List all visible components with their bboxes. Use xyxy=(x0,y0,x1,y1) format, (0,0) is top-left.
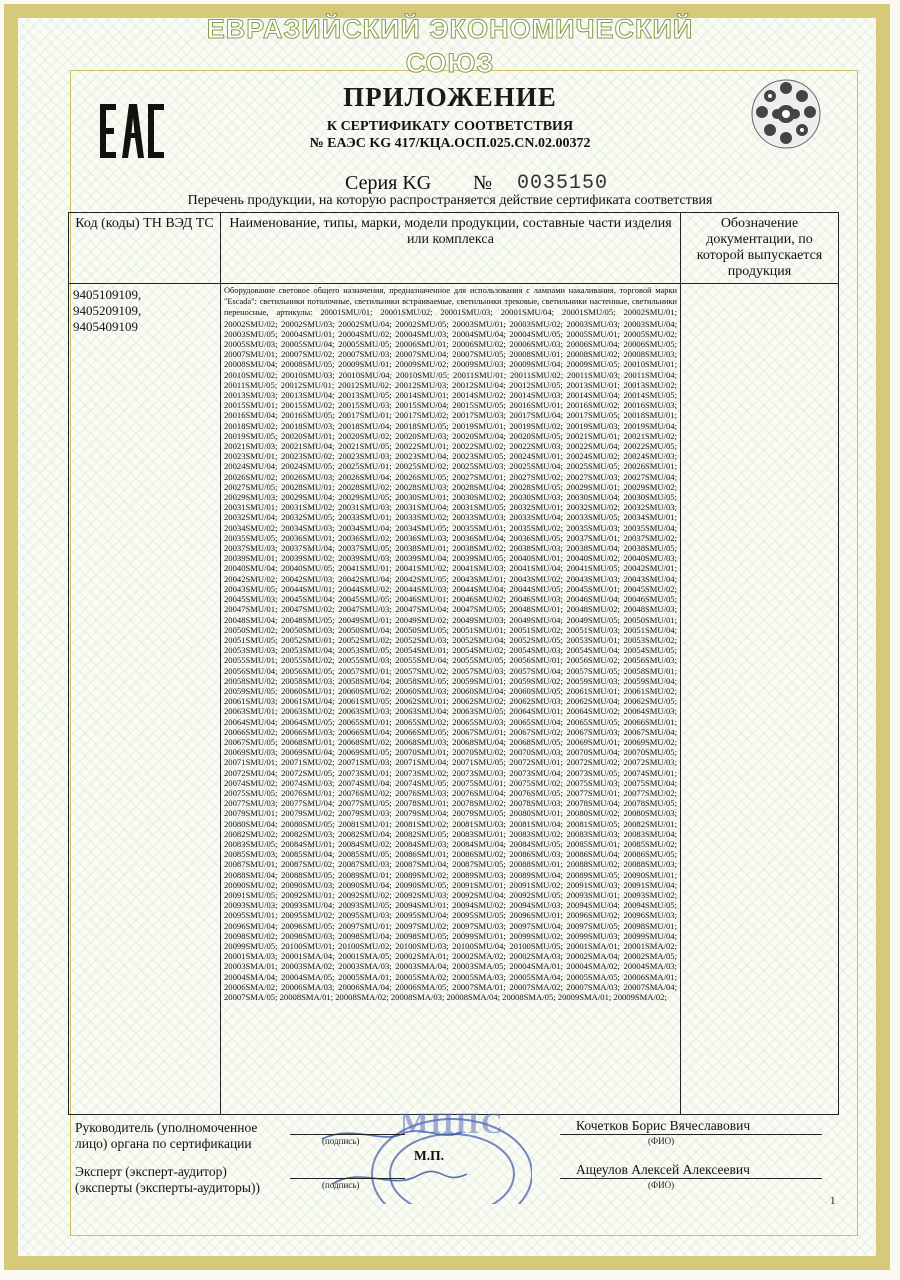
head-name-line xyxy=(560,1134,822,1135)
tn-ved-code: 9405109109, xyxy=(73,287,142,302)
expert-signature-hint: (подпись) xyxy=(322,1180,360,1190)
tn-ved-code: 9405209109, xyxy=(73,303,142,318)
series-label: Серия KG xyxy=(345,172,432,194)
expert-name-line xyxy=(560,1178,822,1179)
table-row xyxy=(69,284,839,1115)
seal-place: М.П. xyxy=(414,1148,444,1163)
product-cell xyxy=(221,284,681,1115)
product-articles: 20001SMU/04; 20001SMU/05; 20002SMU/01; 20002SMU/02; 20002SMU/03; 20002SMU/04; 20002SMU/05; 20003SMU/01; 20003SMU/02; 20003SMU/03; 20003SMU/04; 20003SMU/05; 20004SMU/01; 20004SMU/02; 20004SMU/03; 20004SMU/04; 20004SMU/05; 20005SMU/01; 20005SMU/02; 20005SMU/03; 20005SMU/04; 20005SMU/05; 20006SMU/01; 20006SMU/02; 20006SMU/03; 20006SMU/04; 20006SMU/05; 20007SMU/01; 20007SMU/02; 20007SMU/03; 20007SMU/04; 20007SMU/05; 20008SMU/01; 20008SMU/02; 20008SMU/03; 20008SMU/04; 20008SMU/05; 20009SMU/01; 20009SMU/02; 20009SMU/03; 20009SMU/04; 20009SMU/05; 20010SMU/01; 20010SMU/02; 20010SMU/03; 20010SMU/04; 20010SMU/05; 20011SMU/01; 20011SMU/02; 20011SMU/03; 20011SMU/04; 20011SMU/05; 20012SMU/01; 20012SMU/02; 20012SMU/03; 20012SMU/04; 20012SMU/05; 20013SMU/01; 20013SMU/02; 20013SMU/03; 20013SMU/04; 20013SMU/05; 20014SMU/01; 20014SMU/02; 20014SMU/03; 20014SMU/04; 20014SMU/05; 20015SMU/01; 20015SMU/02; 20015SMU/03; 20015SMU/04; 20015SMU/05; 20016SMU/01; 20016SMU/02; 20016SMU/03; 20016SMU/04; 20016SMU/05; 20017SMU/01; 20017SMU/02; 20017SMU/03; 20017SMU/04; 20017SMU/05; 20018SMU/01; 20018SMU/02; 20018SMU/03; 20018SMU/04; 20018SMU/05; 20019SMU/01; 20019SMU/02; 20019SMU/03; 20019SMU/04; 20019SMU/05; 20020SMU/01; 20020SMU/02; 20020SMU/03; 20020SMU/04; 20020SMU/05; 20021SMU/01; 20021SMU/02; 20021SMU/03; 20021SMU/04; 20021SMU/05; 20022SMU/01; 20022SMU/02; 20022SMU/03; 20022SMU/04; 20022SMU/05; 20023SMU/01; 20023SMU/02; 20023SMU/03; 20023SMU/04; 20023SMU/05; 20024SMU/01; 20024SMU/02; 20024SMU/03; 20024SMU/04; 20024SMU/05; 20025SMU/01; 20025SMU/02; 20025SMU/03; 20025SMU/04; 20025SMU/05; 20026SMU/01; 20026SMU/02; 20026SMU/03; 20026SMU/04; 20026SMU/05; 20027SMU/01; 20027SMU/02; 20027SMU/03; 20027SMU/04; 20027SMU/05; 20028SMU/01; 20028SMU/02; 20028SMU/03; 20028SMU/04; 20028SMU/05; 20029SMU/01; 20029SMU/02; 20029SMU/03; 20029SMU/04; 20029SMU/05; 20030SMU/01; 20030SMU/02; 20030SMU/03; 20030SMU/04; 20030SMU/05; 20031SMU/01; 20031SMU/02; 20031SMU/03; 20031SMU/04; 20031SMU/05; 20032SMU/01; 20032SMU/02; 20032SMU/03; 20032SMU/04; 20032SMU/05; 20033SMU/01; 20033SMU/02; 20033SMU/03; 20033SMU/04; 20033SMU/05; 20034SMU/01; 20034SMU/02; 20034SMU/03; 20034SMU/04; 20034SMU/05; 20035SMU/01; 20035SMU/02; 20035SMU/03; 20035SMU/04; 20035SMU/05; 20036SMU/01; 20036SMU/02; 20036SMU/03; 20036SMU/04; 20036SMU/05; 20037SMU/01; 20037SMU/02; 20037SMU/03; 20037SMU/04; 20037SMU/05; 20038SMU/01; 20038SMU/02; 20038SMU/03; 20038SMU/04; 20038SMU/05; 20039SMU/01; 20039SMU/02; 20039SMU/03; 20039SMU/04; 20039SMU/05; 20040SMU/01; 20040SMU/02; 20040SMU/03; 20040SMU/04; 20040SMU/05; 20041SMU/01; 20041SMU/02; 20041SMU/03; 20041SMU/04; 20041SMU/05; 20042SMU/01; 20042SMU/02; 20042SMU/03; 20042SMU/04; 20042SMU/05; 20043SMU/01; 20043SMU/02; 20043SMU/03; 20043SMU/04; 20043SMU/05; 20044SMU/01; 20044SMU/02; 20044SMU/03; 20044SMU/04; 20044SMU/05; 20045SMU/01; 20045SMU/02; 20045SMU/03; 20045SMU/04; 20045SMU/05; 20046SMU/01; 20046SMU/02; 20046SMU/03; 20046SMU/04; 20046SMU/05; 20047SMU/01; 20047SMU/02; 20047SMU/03; 20047SMU/04; 20047SMU/05; 20048SMU/01; 20048SMU/02; 20048SMU/03; 20048SMU/04; 20048SMU/05; 20049SMU/01; 20049SMU/02; 20049SMU/03; 20049SMU/04; 20049SMU/05; 20050SMU/01; 20050SMU/02; 20050SMU/03; 20050SMU/04; 20050SMU/05; 20051SMU/01; 20051SMU/02; 20051SMU/03; 20051SMU/04; 20051SMU/05; 20052SMU/01; 20052SMU/02; 20052SMU/03; 20052SMU/04; 20052SMU/05; 20053SMU/01; 20053SMU/02; 20053SMU/03; 20053SMU/04; 20053SMU/05; 20054SMU/01; 20054SMU/02; 20054SMU/03; 20054SMU/04; 20054SMU/05; 20055SMU/01; 20055SMU/02; 20055SMU/03; 20055SMU/04; 20055SMU/05; 20056SMU/01; 20056SMU/02; 20056SMU/03; 20056SMU/04; 20056SMU/05; 20057SMU/01; 20057SMU/02; 20057SMU/03; 20057SMU/04; 20057SMU/05; 20058SMU/01; 20058SMU/02; 20058SMU/03; 20058SMU/04; 20058SMU/05; 20059SMU/01; 20059SMU/02; 20059SMU/03; 20059SMU/04; 20059SMU/05; 20060SMU/01; 20060SMU/02; 20060SMU/03; 20060SMU/04; 20060SMU/05; 20061SMU/01; 20061SMU/02; 20061SMU/03; 20061SMU/04; 20061SMU/05; 20062SMU/01; 20062SMU/02; 20062SMU/03; 20062SMU/04; 20062SMU/05; 20063SMU/01; 20063SMU/02; 20063SMU/03; 20063SMU/04; 20063SMU/05; 20064SMU/01; 20064SMU/02; 20064SMU/03; 20064SMU/04; 20064SMU/05; 20065SMU/01; 20065SMU/02; 20065SMU/03; 20065SMU/04; 20065SMU/05; 20066SMU/01; 20066SMU/02; 20066SMU/03; 20066SMU/04; 20066SMU/05; 20067SMU/01; 20067SMU/02; 20067SMU/03; 20067SMU/04; 20067SMU/05; 20068SMU/01; 20068SMU/02; 20068SMU/03; 20068SMU/04; 20068SMU/05; 20069SMU/01; 20069SMU/02; 20069SMU/03; 20069SMU/04; 20069SMU/05; 20070SMU/01; 20070SMU/02; 20070SMU/03; 20070SMU/04; 20070SMU/05; 20071SMU/01; 20071SMU/02; 20071SMU/03; 20071SMU/04; 20071SMU/05; 20072SMU/01; 20072SMU/02; 20072SMU/03; 20072SMU/04; 20072SMU/05; 20073SMU/01; 20073SMU/02; 20073SMU/03; 20073SMU/04; 20073SMU/05; 20074SMU/01; 20074SMU/02; 20074SMU/03; 20074SMU/04; 20074SMU/05; 20075SMU/01; 20075SMU/02; 20075SMU/03; 20075SMU/04; 20075SMU/05; 20076SMU/01; 20076SMU/02; 20076SMU/03; 20076SMU/04; 20076SMU/05; 20077SMU/01; 20077SMU/02; 20077SMU/03; 20077SMU/04; 20077SMU/05; 20078SMU/01; 20078SMU/02; 20078SMU/03; 20078SMU/04; 20078SMU/05; 20079SMU/01; 20079SMU/02; 20079SMU/03; 20079SMU/04; 20079SMU/05; 20080SMU/01; 20080SMU/02; 20080SMU/03; 20080SMU/04; 20080SMU/05; 20081SMU/01; 20081SMU/02; 20081SMU/03; 20081SMU/04; 20081SMU/05; 20082SMU/01; 20082SMU/02; 20082SMU/03; 20082SMU/04; 20082SMU/05; 20083SMU/01; 20083SMU/02; 20083SMU/03; 20083SMU/04; 20083SMU/05; 20084SMU/01; 20084SMU/02; 20084SMU/03; 20084SMU/04; 20084SMU/05; 20085SMU/01; 20085SMU/02; 20085SMU/03; 20085SMU/04; 20085SMU/05; 20086SMU/01; 20086SMU/02; 20086SMU/03; 20086SMU/04; 20086SMU/05; 20087SMU/01; 20087SMU/02; 20087SMU/03; 20087SMU/04; 20087SMU/05; 20088SMU/01; 20088SMU/02; 20088SMU/03; 20088SMU/04; 20088SMU/05; 20089SMU/01; 20089SMU/02; 20089SMU/03; 20089SMU/04; 20089SMU/05; 20090SMU/01; 20090SMU/02; 20090SMU/03; 20090SMU/04; 20090SMU/05; 20091SMU/01; 20091SMU/02; 20091SMU/03; 20091SMU/04; 20091SMU/05; 20092SMU/01; 20092SMU/02; 20092SMU/03; 20092SMU/04; 20092SMU/05; 20093SMU/01; 20093SMU/02; 20093SMU/03; 20093SMU/04; 20093SMU/05; 20094SMU/01; 20094SMU/02; 20094SMU/03; 20094SMU/04; 20094SMU/05; 20095SMU/01; 20095SMU/02; 20095SMU/03; 20095SMU/04; 20095SMU/05; 20096SMU/01; 20096SMU/02; 20096SMU/03; 20096SMU/04; 20096SMU/05; 20097SMU/01; 20097SMU/02; 20097SMU/03; 20097SMU/04; 20097SMU/05; 20098SMU/01; 20098SMU/02; 20098SMU/03; 20098SMU/04; 20098SMU/05; 20099SMU/01; 20099SMU/02; 20099SMU/03; 20099SMU/04; 20099SMU/05; 20100SMU/01; 20100SMU/02; 20100SMU/03; 20100SMU/04; 20100SMU/05; 20001SMA/01; 20001SMA/02; 20001SMA/03; 20001SMA/04; 20001SMA/05; 20002SMA/01; 20002SMA/02; 20002SMA/03; 20002SMA/04; 20002SMA/05; 20003SMA/01; 20003SMA/02; 20003SMA/03; 20003SMA/04; 20003SMA/05; 20004SMA/01; 20004SMA/02; 20004SMA/03; 20004SMA/04; 20004SMA/05; 20005SMA/01; 20005SMA/02; 20005SMA/03; 20005SMA/04; 20005SMA/05; 20006SMA/01; 20006SMA/02; 20006SMA/03; 20006SMA/04; 20006SMA/05; 20007SMA/01; 20007SMA/02; 20007SMA/03; 20007SMA/04; 20007SMA/05; 20008SMA/01; 20008SMA/02; 20008SMA/03; 20008SMA/04; 20008SMA/05; 20009SMA/01; 20009SMA/02; xyxy=(224,307,677,1003)
head-name-hint: (ФИО) xyxy=(648,1136,675,1146)
stamp-text: МППС xyxy=(400,1107,505,1140)
expert-label-line1: Эксперт (эксперт-аудитор) xyxy=(75,1164,227,1179)
head-label xyxy=(75,1120,257,1152)
head-label-line2: лицо) органа по сертификации xyxy=(75,1136,252,1151)
codes-cell xyxy=(69,284,221,1115)
head-signature-line xyxy=(290,1134,405,1135)
table-header-row xyxy=(69,213,839,284)
head-signature-hint: (подпись) xyxy=(322,1136,360,1146)
head-label-line1: Руководитель (уполномоченное xyxy=(75,1120,258,1135)
col-header-product: Наименование, типы, марки, модели продукции, составные части изделия или комплекса xyxy=(221,213,681,284)
series-number: 0035150 xyxy=(517,172,609,195)
expert-name-hint: (ФИО) xyxy=(648,1180,675,1190)
col-header-codes: Код (коды) ТН ВЭД ТС xyxy=(69,213,221,284)
expert-name: Ащеулов Алексей Алексеевич xyxy=(576,1162,750,1177)
series-number-sign: № xyxy=(473,172,493,194)
col-header-documentation: Обозначение документации, по которой выпускается продукция xyxy=(681,213,839,284)
document-title: ПРИЛОЖЕНИЕ xyxy=(343,82,557,112)
product-description: Оборудование световое общего назначения, предназначенное для использования с лампами накаливания, торговой марки "Escada": светильники потолочные, светильники встраиваемые, светильники трековые, светильники настенные, светильники переносные, артикулы: 20001SMU/01; 20001SMU/02; 20001SMU/03; xyxy=(224,286,677,318)
certificate-number: № ЕАЭС KG 417/КЦА.ОСП.025.CN.02.00372 xyxy=(309,136,591,151)
expert-signature-line xyxy=(290,1178,405,1179)
expert-label-line2: (эксперты (эксперты-аудиторы)) xyxy=(75,1180,260,1195)
certificate-subtitle xyxy=(0,118,900,152)
scope-statement: Перечень продукции, на которую распространяется действие сертификата соответствия xyxy=(187,193,713,208)
head-name: Кочетков Борис Вячеславович xyxy=(576,1118,751,1133)
tn-ved-code: 9405409109 xyxy=(73,319,138,334)
subtitle-line1: К СЕРТИФИКАТУ СООТВЕТСТВИЯ xyxy=(326,119,574,134)
union-name-banner: ЕВРАЗИЙСКИЙ ЭКОНОМИЧЕСКИЙ СОЮЗ xyxy=(206,14,694,78)
documentation-cell xyxy=(681,284,839,1115)
products-table xyxy=(68,212,839,1115)
page-number: 1 xyxy=(830,1195,836,1207)
expert-label xyxy=(75,1164,260,1196)
